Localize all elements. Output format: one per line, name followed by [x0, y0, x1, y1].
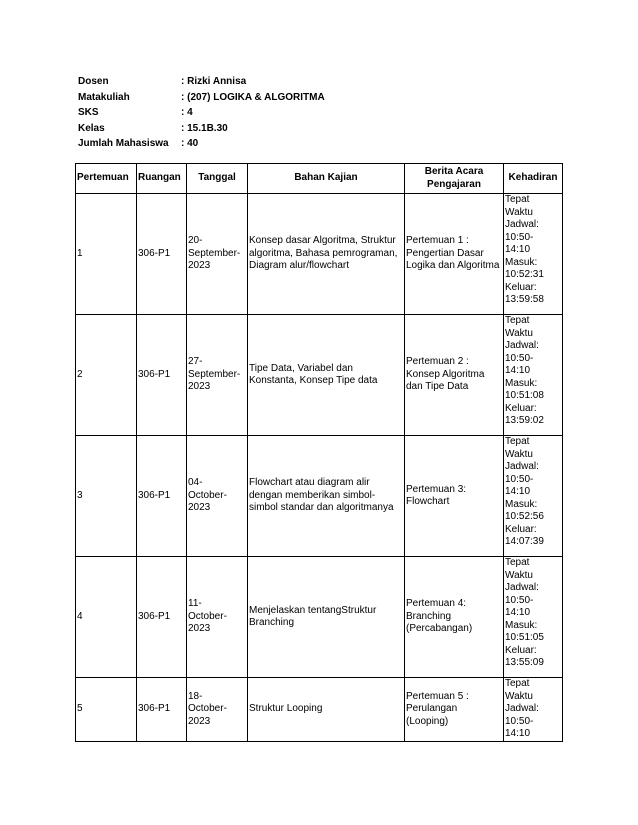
info-label: Jumlah Mahasiswa — [78, 138, 169, 149]
cell-tanggal: 27- September- 2023 — [187, 315, 248, 436]
table-row — [76, 678, 563, 742]
header-bahan-kajian: Bahan Kajian — [248, 164, 405, 194]
header-berita-acara: Berita Acara Pengajaran — [405, 164, 504, 194]
table-body — [76, 194, 563, 742]
cell-pertemuan: 1 — [76, 194, 137, 315]
info-row-jumlah-mahasiswa — [78, 136, 325, 152]
info-value: : 40 — [181, 138, 199, 149]
cell-pertemuan: 2 — [76, 315, 137, 436]
info-value: : Rizki Annisa — [181, 76, 247, 87]
cell-pertemuan: 3 — [76, 436, 137, 557]
cell-kehadiran: Tepat Waktu Jadwal: 10:50- 14:10 Masuk: 10:52:56 Keluar: 14:07:39 — [504, 436, 563, 557]
table-row — [76, 315, 563, 436]
cell-tanggal: 11- October- 2023 — [187, 557, 248, 678]
header-tanggal: Tanggal — [187, 164, 248, 194]
cell-tanggal: 18- October- 2023 — [187, 678, 248, 742]
cell-bahan: Struktur Looping — [248, 678, 405, 742]
cell-bahan: Tipe Data, Variabel dan Konstanta, Konsep Tipe data — [248, 315, 405, 436]
table-row — [76, 194, 563, 315]
table-row — [76, 436, 563, 557]
cell-bahan: Konsep dasar Algoritma, Struktur algoritma, Bahasa pemrograman, Diagram alur/flowchart — [248, 194, 405, 315]
cell-tanggal: 20- September- 2023 — [187, 194, 248, 315]
cell-berita: Pertemuan 3: Flowchart — [405, 436, 504, 557]
cell-berita: Pertemuan 5 : Perulangan (Looping) — [405, 678, 504, 742]
cell-ruangan: 306-P1 — [137, 557, 187, 678]
cell-pertemuan: 5 — [76, 678, 137, 742]
cell-berita: Pertemuan 2 : Konsep Algoritma dan Tipe Data — [405, 315, 504, 436]
cell-bahan: Flowchart atau diagram alir dengan memberikan simbol-simbol standar dan algoritmanya — [248, 436, 405, 557]
cell-ruangan: 306-P1 — [137, 436, 187, 557]
info-row-kelas — [78, 121, 325, 137]
info-row-sks — [78, 105, 325, 121]
course-info — [78, 74, 325, 152]
info-label: Dosen — [78, 76, 109, 87]
cell-berita: Pertemuan 1 : Pengertian Dasar Logika dan Algoritma — [405, 194, 504, 315]
cell-ruangan: 306-P1 — [137, 678, 187, 742]
info-row-dosen — [78, 74, 325, 90]
info-value: : 4 — [181, 107, 193, 118]
header-kehadiran: Kehadiran — [504, 164, 563, 194]
info-value: : (207) LOGIKA & ALGORITMA — [181, 91, 325, 103]
cell-berita: Pertemuan 4: Branching (Percabangan) — [405, 557, 504, 678]
cell-tanggal: 04- October- 2023 — [187, 436, 248, 557]
info-row-matakuliah — [78, 90, 325, 106]
info-label: Kelas — [78, 122, 105, 134]
cell-ruangan: 306-P1 — [137, 194, 187, 315]
header-pertemuan: Pertemuan — [76, 164, 137, 194]
table-header-row — [76, 164, 563, 194]
info-label: SKS — [78, 107, 99, 118]
table-row — [76, 557, 563, 678]
cell-pertemuan: 4 — [76, 557, 137, 678]
cell-kehadiran: Tepat Waktu Jadwal: 10:50- 14:10 Masuk: 10:51:08 Keluar: 13:59:02 — [504, 315, 563, 436]
cell-ruangan: 306-P1 — [137, 315, 187, 436]
header-ruangan: Ruangan — [137, 164, 187, 194]
cell-kehadiran: Tepat Waktu Jadwal: 10:50- 14:10 Masuk: 10:52:31 Keluar: 13:59:58 — [504, 194, 563, 315]
cell-kehadiran: Tepat Waktu Jadwal: 10:50- 14:10 Masuk: 10:51:05 Keluar: 13:55:09 — [504, 557, 563, 678]
cell-kehadiran: Tepat Waktu Jadwal: 10:50- 14:10 — [504, 678, 563, 742]
cell-bahan: Menjelaskan tentangStruktur Branching — [248, 557, 405, 678]
attendance-table — [75, 163, 563, 742]
info-value: : 15.1B.30 — [181, 122, 228, 134]
info-label: Matakuliah — [78, 91, 130, 103]
